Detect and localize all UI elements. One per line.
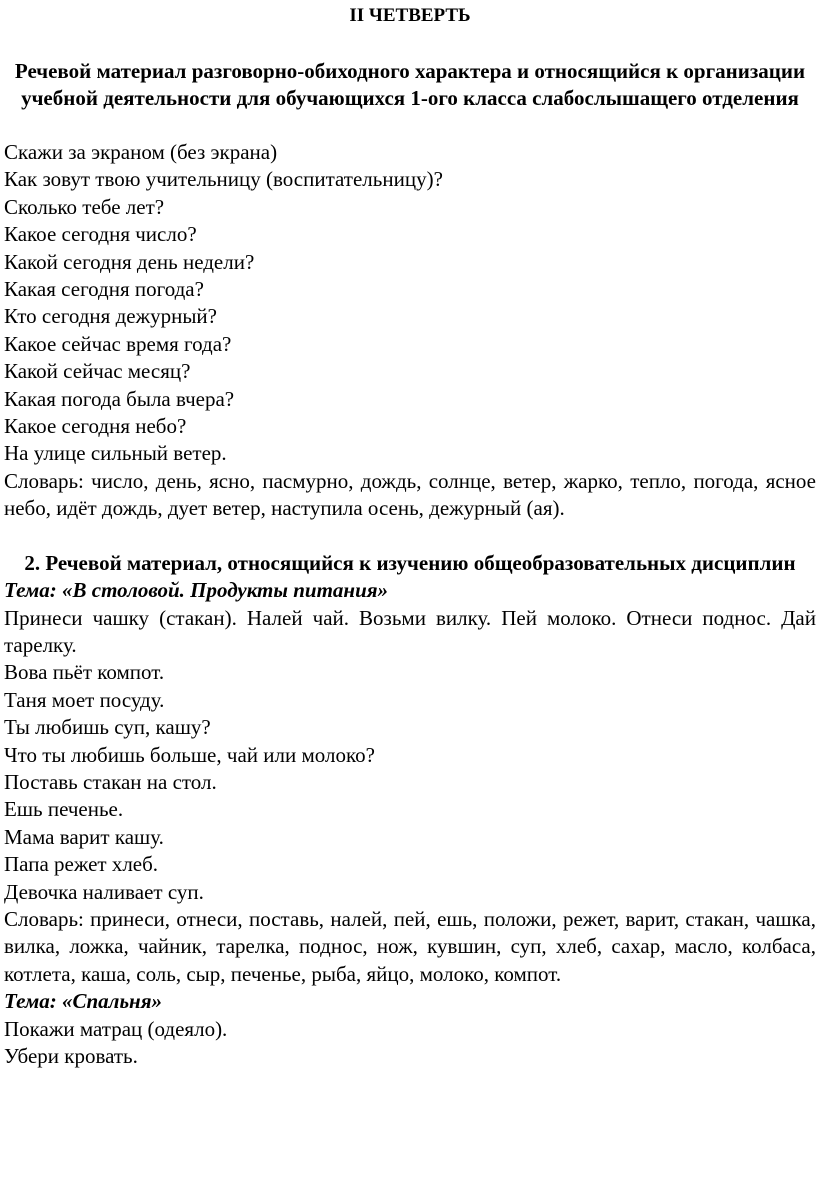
section1-line: Какая погода была вчера?	[4, 386, 235, 411]
section1-vocabulary: Словарь: число, день, ясно, пасмурно, дождь, солнце, ветер, жарко, тепло, погода, ясное небо, идёт дождь, дует ветер, наступила осень, дежурный (ая).	[4, 468, 816, 521]
section2-title: 2. Речевой материал, относящийся к изучению общеобразовательных дисциплин	[24, 550, 796, 575]
section1-title: Речевой материал разговорно-обиходного характера и относящийся к организации учебной деятельности для обучающихся 1-ого класса слабослышащего отделения	[14, 59, 806, 110]
section1-line: Сколько тебе лет?	[4, 194, 165, 219]
topic1-line: Девочка наливает суп.	[4, 879, 204, 904]
topic2-line: Убери кровать.	[4, 1044, 138, 1068]
topic1-title: Тема: «В столовой. Продукты питания»	[4, 578, 389, 603]
section1-line: Кто сегодня дежурный?	[4, 304, 217, 329]
topic2-line: Покажи матрац (одеяло).	[4, 1016, 228, 1041]
topic1-line: Таня моет посуду.	[4, 687, 165, 712]
topic1-line: Мама варит кашу.	[4, 824, 164, 849]
topic1-line: Ты любишь суп, кашу?	[4, 715, 211, 740]
section1-line: Какое сегодня число?	[4, 222, 197, 247]
section1-line: Скажи за экраном (без экрана)	[4, 140, 278, 164]
section1-line: Какое сегодня небо?	[4, 414, 187, 439]
topic1-line: Что ты любишь больше, чай или молоко?	[4, 742, 375, 767]
section1-line: Какое сейчас время года?	[4, 331, 232, 356]
topic1-line: Поставь стакан на стол.	[4, 769, 217, 794]
section1-line: Какая сегодня погода?	[4, 277, 204, 302]
spacer	[4, 112, 816, 139]
quarter-title: II ЧЕТВЕРТЬ	[349, 5, 471, 26]
topic1-line: Папа режет хлеб.	[4, 852, 159, 877]
topic1-intro: Принеси чашку (стакан). Налей чай. Возьми вилку. Пей молоко. Отнеси поднос. Дай тарелку.	[4, 605, 816, 657]
section1-line: Какой сейчас месяц?	[4, 359, 191, 384]
topic2-title: Тема: «Спальня»	[4, 989, 163, 1014]
section1-line: Как зовут твою учительницу (воспитательницу)?	[4, 167, 443, 192]
section1-line: На улице сильный ветер.	[4, 441, 227, 466]
spacer	[4, 523, 816, 550]
topic1-line: Ешь печенье.	[4, 797, 124, 822]
topic1-vocabulary: Словарь: принеси, отнеси, поставь, налей, пей, ешь, положи, режет, варит, стакан, чашка, вилка, ложка, чайник, тарелка, поднос, нож, кувшин, суп, хлеб, сахар, масло, колбаса, котлета, каша, соль, сыр, печенье, рыба, яйцо, молоко, компот.	[4, 906, 816, 986]
topic1-line: Вова пьёт компот.	[4, 660, 165, 685]
section1-line: Какой сегодня день недели?	[4, 249, 255, 274]
